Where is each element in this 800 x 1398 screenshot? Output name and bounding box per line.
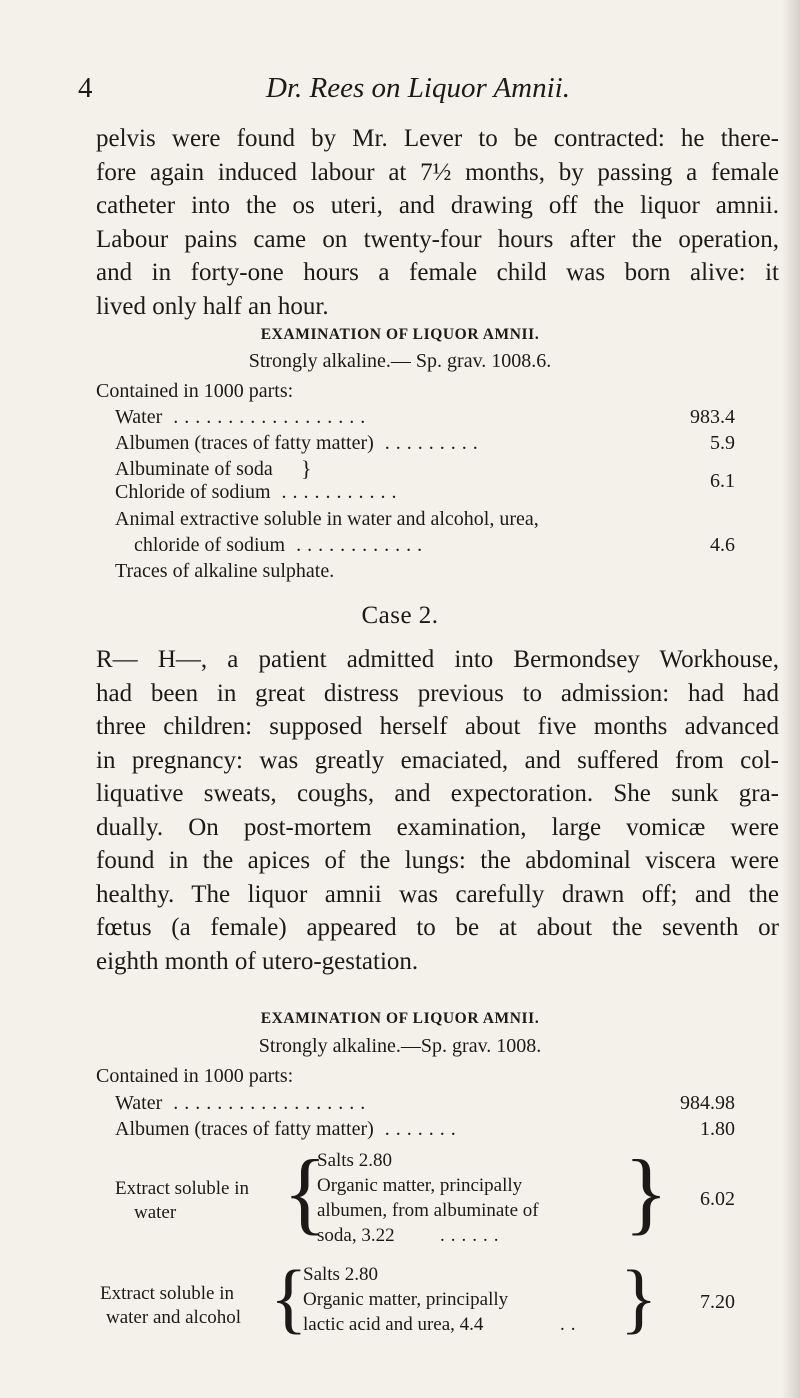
row-label: Water (115, 406, 163, 428)
group1-item: soda, 3.22 (317, 1225, 395, 1246)
text-line: fore again induced labour at 7½ months, by passing a female (96, 158, 779, 186)
exam1-row-albumen: Albumen (traces of fatty matter) ......... (115, 432, 484, 454)
group2-item: lactic acid and urea, 4.4 (303, 1314, 484, 1335)
page-number: 4 (78, 72, 93, 104)
row-value: 1.80 (700, 1118, 735, 1140)
text-line: eighth month of utero-gestation. (96, 947, 419, 975)
text-line: Labour pains came on twenty-four hours after the operation, (96, 225, 779, 253)
row-label: Albumen (traces of fatty matter) (115, 432, 374, 454)
group1-label-line: Extract soluble in (115, 1178, 250, 1199)
row-label: Traces of alkaline sulphate. (115, 560, 335, 582)
row-value: 984.98 (680, 1092, 735, 1114)
text-line: found in the apices of the lungs: the abdominal viscera were (96, 847, 779, 874)
text-line: liquative sweats, coughs, and expectoration. She sunk gra- (96, 780, 779, 807)
row-value: 6.1 (710, 470, 735, 492)
exam1-row-chloride: Chloride of sodium ........... (115, 481, 403, 503)
text-line: lived only half an hour. (96, 292, 329, 320)
group2-item: Salts 2.80 (303, 1264, 378, 1285)
group1-label-line: water (134, 1202, 177, 1223)
group1-item: albumen, from albuminate of (317, 1200, 539, 1221)
exam2-row-albumen: Albumen (traces of fatty matter) ....... (115, 1118, 462, 1140)
exam2-contained: Contained in 1000 parts: (96, 1065, 294, 1087)
group1-item: Salts 2.80 (317, 1150, 392, 1171)
text-line: three children: supposed herself about five months advanced (96, 713, 779, 740)
exam1-heading: EXAMINATION OF LIQUOR AMNII. (260, 326, 540, 343)
brace-icon: } (301, 456, 312, 481)
exam1-subheading: Strongly alkaline.— Sp. grav. 1008.6. (248, 350, 552, 372)
text-line: dually. On post-mortem examination, large vomicæ were (96, 813, 779, 841)
row-value: 5.9 (710, 432, 735, 454)
running-head: Dr. Rees on Liquor Amnii. (266, 72, 570, 104)
brace-icon: { (283, 1141, 328, 1243)
exam2-row-water: Water .................. (115, 1092, 372, 1114)
group2-label-line: water and alcohol (106, 1307, 242, 1328)
group2-label-line: Extract soluble in (100, 1283, 235, 1304)
row-label: Albuminate of soda (115, 458, 273, 480)
text-line: had been in great distress previous to admission: had had (96, 679, 779, 707)
group1-value: 6.02 (700, 1188, 735, 1210)
brace-icon: } (624, 1141, 669, 1243)
leader-dots: .. (560, 1314, 582, 1335)
group2-value: 7.20 (700, 1291, 735, 1313)
row-label: Water (115, 1092, 163, 1114)
group1-item: Organic matter, principally (317, 1175, 523, 1196)
text-line: fœtus (a female) appeared to be at about the seventh or (96, 914, 779, 941)
row-label: Albumen (traces of fatty matter) (115, 1118, 374, 1140)
text-line: catheter into the os uteri, and drawing off the liquor amnii. (96, 192, 779, 219)
row-label: Chloride of sodium (115, 481, 271, 503)
row-value: 4.6 (710, 534, 735, 556)
exam1-contained: Contained in 1000 parts: (96, 380, 294, 402)
row-label: chloride of sodium (134, 534, 286, 556)
row-label: Animal extractive soluble in water and alcohol, urea, (115, 508, 539, 530)
text-line: healthy. The liquor amnii was carefully drawn off; and the (96, 880, 779, 908)
text-line: R— H—, a patient admitted into Bermondsey Workhouse, (96, 646, 779, 673)
exam2-subheading: Strongly alkaline.—Sp. grav. 1008. (258, 1035, 542, 1057)
text-line: in pregnancy: was greatly emaciated, and suffered from col- (96, 746, 779, 774)
text-line: pelvis were found by Mr. Lever to be contracted: he there- (96, 125, 779, 152)
page-edge-shadow (782, 0, 800, 1398)
case-title: Case 2. (361, 602, 439, 629)
group2-item: Organic matter, principally (303, 1289, 509, 1310)
case2-paragraph (96, 643, 779, 978)
exam1-row-water: Water .................. (115, 406, 372, 428)
brace-icon: { (270, 1254, 308, 1341)
text-line: and in forty-one hours a female child was born alive: it (96, 259, 779, 286)
intro-paragraph (96, 122, 779, 323)
exam2-heading: EXAMINATION OF LIQUOR AMNII. (260, 1010, 540, 1027)
exam1-row-extractive: chloride of sodium ............ (134, 534, 429, 556)
page-header (78, 72, 758, 112)
row-value: 983.4 (690, 406, 735, 428)
leader-dots: ...... (440, 1225, 505, 1246)
brace-icon: } (620, 1254, 658, 1341)
